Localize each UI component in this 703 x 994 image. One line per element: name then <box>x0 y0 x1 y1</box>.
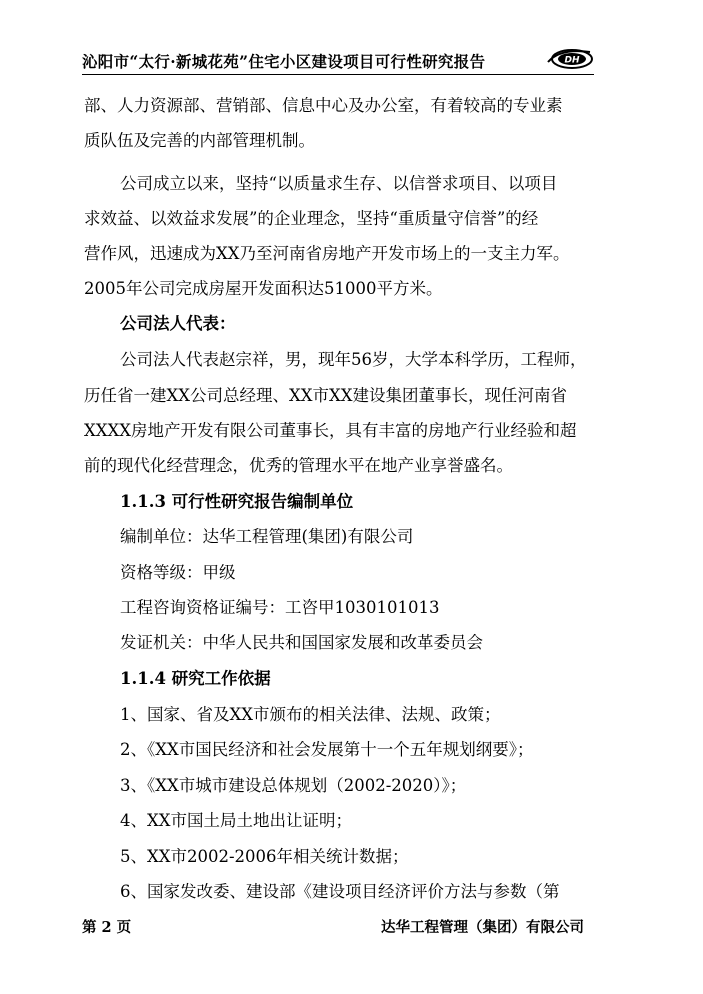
body-line: 公司法人代表赵宗祥，男，现年56岁，大学本科学历，工程师， <box>120 350 587 369</box>
body-line: 前的现代化经营理念，优秀的管理水平在地产业享誉盛名。 <box>84 456 513 475</box>
section-label-legal-rep: 公司法人代表： <box>120 314 236 333</box>
page-header <box>82 44 594 74</box>
body-line: 营作风，迅速成为XX乃至河南省房地产开发市场上的一支主力军。 <box>84 244 570 263</box>
section-heading-1-1-4: 1.1.4 研究工作依据 <box>120 669 271 688</box>
body-line: 公司成立以来，坚持“以质量求生存、以信誉求项目、以项目 <box>120 174 558 193</box>
list-item: 4、XX市国土局土地出让证明； <box>120 811 352 830</box>
body-line: XXXX房地产开发有限公司董事长，具有丰富的房地产行业经验和超 <box>84 421 577 440</box>
list-item: 3、《XX市城市建设总体规划（2002-2020）》； <box>120 776 467 795</box>
body-line: 资格等级：甲级 <box>120 563 236 582</box>
logo-text: DH <box>564 55 580 66</box>
body-line: 工程咨询资格证编号：工咨甲1030101013 <box>120 598 440 617</box>
footer-company-name: 达华工程管理（集团）有限公司 <box>381 919 584 936</box>
page-number: 第 2 页 <box>82 919 132 936</box>
list-item: 2、《XX市国民经济和社会发展第十一个五年规划纲要》； <box>120 740 534 759</box>
section-heading-1-1-3: 1.1.3 可行性研究报告编制单位 <box>120 492 354 511</box>
report-title: 沁阳市“太行·新城花苑”住宅小区建设项目可行性研究报告 <box>82 52 486 71</box>
header-divider <box>82 74 594 75</box>
list-item: 5、XX市2002-2006年相关统计数据； <box>120 847 409 866</box>
body-line: 部、人力资源部、营销部、信息中心及办公室，有着较高的专业素 <box>84 96 563 115</box>
body-line: 编制单位：达华工程管理(集团)有限公司 <box>120 527 414 546</box>
body-line: 发证机关：中华人民共和国国家发展和改革委员会 <box>120 633 483 652</box>
list-item: 1、国家、省及XX市颁布的相关法律、法规、政策； <box>120 705 501 724</box>
body-line: 历任省一建XX公司总经理、XX市XX建设集团董事长，现任河南省 <box>84 386 567 405</box>
list-item: 6、国家发改委、建设部《建设项目经济评价方法与参数（第 <box>120 882 560 901</box>
body-line: 求效益、以效益求发展”的企业理念，坚持“重质量守信誉”的经 <box>84 209 539 228</box>
body-line: 2005年公司完成房屋开发面积达51000平方米。 <box>84 279 443 298</box>
dh-logo-icon <box>546 46 594 70</box>
body-line: 质队伍及完善的内部管理机制。 <box>84 131 315 150</box>
page-footer <box>82 916 594 938</box>
